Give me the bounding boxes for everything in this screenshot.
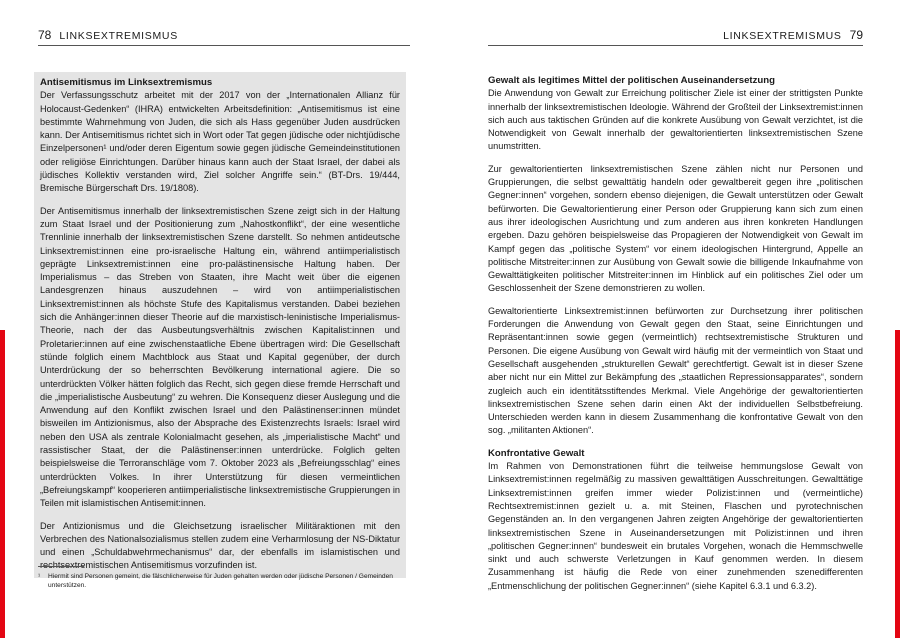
violence-paragraph-1: Die Anwendung von Gewalt zur Erreichung politischer Ziele ist einer der strittigsten Punkte innerhalb der linksextremistischen Ideologie. Während der Großteil der Linksextremist:innen sich auch aus taktischen Gründen auf die konkrete Ausübung von Gewalt verzichtet, ist die Notwendigkeit von Gewalt innerhalb der gewaltorientierten linksextremistischen Szene unumstritten. (488, 88, 863, 152)
box-paragraph-3: Der Antizionismus und die Gleichsetzung israelischer Militäraktionen mit den Verbrechen des Nationalsozialismus stellen zudem eine Verharmlosung der NS-Diktatur und einen „Schuldabwehrmechanismus“ dar, der ebenfalls im islamistischen und rechtsextremistischen Antisemitismus vorzufinden ist. (40, 520, 400, 571)
right-body (488, 74, 863, 593)
page-number-left: 78 (38, 28, 52, 42)
running-head-title-right: LINKSEXTREMISMUS (723, 30, 842, 42)
violence-paragraph-2: Zur gewaltorientierten linksextremistischen Szene zählen nicht nur Personen und Gruppierungen, die selbst gewalttätig handeln oder gewaltbereit gegen ihre „politischen Gegner:innen“ vorgehen, sondern ebenso diejenigen, die Gewalt unterstützen oder Gewalt befürworten. Die Gewaltorientierung einer Person oder Gruppierung kann sich zum einen aus ihrer ideologischen Ausrichtung und zum anderen aus ihren konkreten Handlungen ergeben. Dazu gehören beispielsweise das Propagieren der Notwendigkeit von Gewalt im Kampf gegen das „politische System“ vor einem ideologischen Hintergrund, Appelle an politische Mitstreiter:innen zur Ausübung von Gewalt sowie die billigende Inkaufnahme von Gewalttätigkeiten politischer Mitstreiter:innen im Hinblick auf ein politisches Ziel oder um Geschlossenheit der Szene demonstrieren zu wollen. (488, 163, 863, 294)
page-number-right: 79 (849, 28, 863, 42)
box-paragraph-2: Der Antisemitismus innerhalb der linksextremistischen Szene zeigt sich in der Haltung zum Staat Israel und der Positionierung zum „Nahostkonflikt“, der eine wesentliche Trennlinie innerhalb der linksextremistischen Szene darstellt. So nehmen antideutsche Linksextremist:innen eine pro-israelische Haltung ein, während antiimperialistisch geprägte Linksextremist:innen eine pro-palästinensische Haltung haben. Der Imperialismus – das Streben von Staaten, ihre Macht weit über die eigenen Landesgrenzen hinaus auszudehnen – wird von antiimperialistischen Linksextremist:innen als höchste Stufe des Kapitalismus verstanden. Dabei beziehen sich die Anhänger:innen dieser Theorie auf die marxistisch-leninistische Imperialismus-Theorie, nach der das Ausbeutungsverhältnis zwischen Kapitalist:innen und Proletarier:innen auf eine zwischenstaatliche Ebene übertragen wird: Die Gesellschaft stünde folglich einem Machtblock aus Staat und Kapital gegenüber, der durch Unterdrückung der so beherrschten Bevölkerung international agiere. Die so unterdrückten Völker hätten folglich das Recht, sich gegen diese fremde Herrschaft und die „imperialistische Ausbeutung“ zu wehren. Die Konsequenz dieser Auslegung und die Anwendung auf den Konflikt zwischen Israel und den Palästinenser:innen mündet bisweilen im Antizionismus, also der Absprache des Existenzrechts Israels: Israel wird neben den USA als zentrale Kolonialmacht gesehen, als „imperialistische Macht“ und rassistischer Staat, der die Palästinenser:innen unterdrücke. Folglich gelten beispielsweise die Terroranschläge vom 7. Oktober 2023 als „Befreiungsschlag“ eines unterdrückten Volkes. In ihrer Unterstützung für diesen vermeintlichen „Befreiungskampf“ kooperieren antiimperialistische linksextremistische Gruppierungen in Teilen mit islamistischen Antisemit:innen. (40, 205, 400, 509)
confrontational-paragraph-1: Im Rahmen von Demonstrationen führt die teilweise hemmungslose Gewalt von Linksextremist:innen regelmäßig zu massiven gewalttätigen Ausschreitungen. Gewalttätige Linksextremist:innen greifen immer wieder Polizist:innen und (vermeintliche) Rechtsextremist:innen gezielt u. a. mit Steinen, Flaschen und pyrotechnischen Gegenständen an. In den vergangenen Jahren zeigten Angehörige der gewaltorientierten linksextremistischen Szene in Auseinandersetzungen mit Polizist:innen und ihren „politischen Gegner:innen“ bundesweit ein brutales Vorgehen, wonach die Hemmschwelle sinkt und auch schwerste Verletzungen in Kauf genommen werden. In diesem Zusammenhang ist häufig die Rede von einer zunehmenden szenedifferenten „Entmenschlichung der politischen Gegner:innen“ (siehe Kapitel 6.3.1 und 6.3.2). (488, 461, 863, 591)
running-head-title-left: LINKSEXTREMISMUS (59, 30, 178, 42)
box-paragraph-1: Der Verfassungsschutz arbeitet mit der 2017 von der „Internationalen Allianz für Holocaust-Gedenken“ (IHRA) entwickelten Arbeitsdefinition: „Antisemitismus ist eine bestimmte Wahrnehmung von Juden, die sich als Hass gegenüber Juden ausdrücken kann. Der Antisemitismus richtet sich in Wort oder Tat gegen jüdische oder nichtjüdische Einzelpersonen¹ und/oder deren Eigentum sowie gegen jüdische Gemeindeinstitutionen oder religiöse Einrichtungen. Darüber hinaus kann auch der Staat Israel, der dabei als jüdisches Kollektiv verstanden wird, Ziel solcher Angriffe sein.“ (BT-Drs. 19/444, Bremische Bürgerschaft Drs. 19/1808). (40, 90, 400, 194)
running-head-right (488, 27, 863, 46)
footnote (38, 572, 398, 590)
running-head-left (38, 27, 410, 46)
box-heading: Antisemitismus im Linksextremismus (40, 77, 213, 88)
page-79 (450, 0, 900, 638)
footnote-rule (38, 566, 84, 567)
footnote-mark: ¹ (38, 573, 41, 580)
footnote-text: Hiermit sind Personen gemeint, die fälschlicherweise für Juden gehalten werden oder jüdische Personen / Gemeinden unterstützen. (48, 573, 393, 589)
edge-marker-left (0, 330, 5, 638)
violence-paragraph-3: Gewaltorientierte Linksextremist:innen befürworten zur Durchsetzung ihrer politischen Forderungen die Anwendung von Gewalt gegen den Staat, seine Einrichtungen und Repräsentant:innen sowie gegen (vermeintlich) rechtsextremistische Strukturen und Personen. Die eigene Ausübung von Gewalt wird häufig mit der vermeintlich von Staat und Gesellschaft ausgehenden „strukturellen Gewalt“ gerechtfertigt. Gewalt ist in dieser Szene aber nicht nur ein Mittel zur Bekämpfung des „staatlichen Repressionsapparates“, sondern zugleich auch ein identitätsstiftendes Merkmal. Viele Angehörige der gewaltorientierten linksextremistischen Szene sehen darin einen Akt der individuellen Selbstbefreiung. Unterschieden werden kann in diesem Zusammenhang die konfrontative Gewalt von den sog. „militanten Aktionen“. (488, 305, 863, 436)
edge-marker-right (895, 330, 900, 638)
box-body (40, 89, 400, 572)
section-heading-confrontational: Konfrontative Gewalt (488, 447, 585, 459)
info-box-antisemitism (34, 72, 406, 578)
section-heading-violence: Gewalt als legitimes Mittel der politischen Auseinandersetzung (488, 75, 775, 86)
